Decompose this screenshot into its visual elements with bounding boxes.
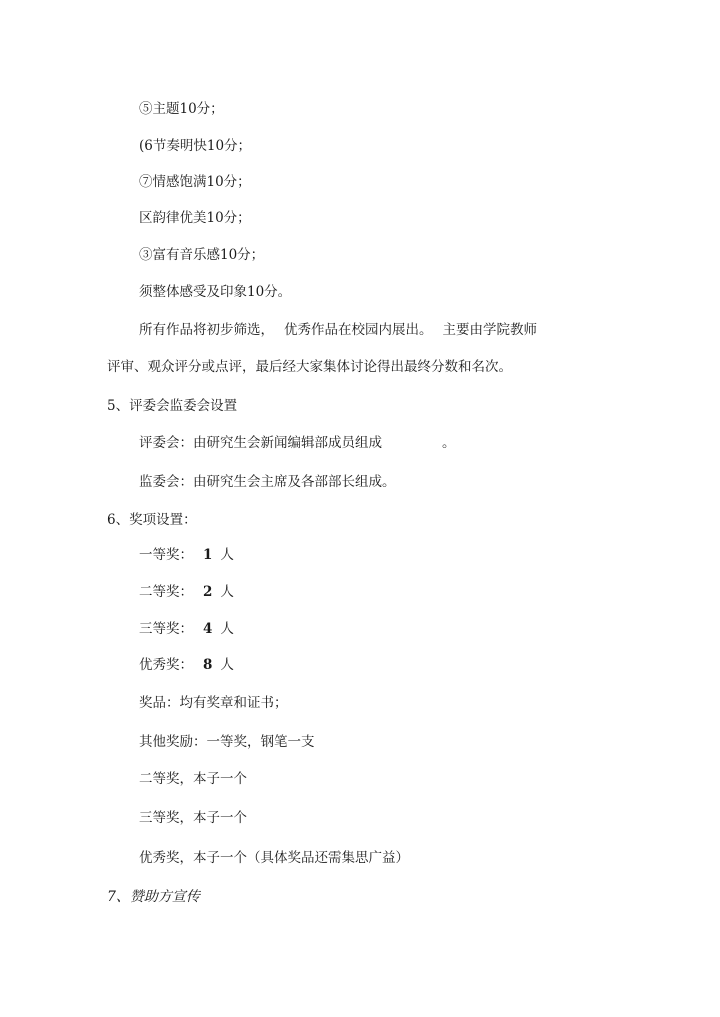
award-unit: 人 [220, 584, 234, 600]
award-unit: 人 [220, 621, 234, 637]
award-row-first [139, 546, 234, 564]
award-row-third [139, 620, 234, 638]
excellence-reward-line: 优秀奖，本子一个（具体奖品还需集思广益） [139, 850, 409, 866]
section-6-heading: 6、奖项设置： [107, 512, 197, 528]
award-label: 一等奖： [139, 547, 193, 563]
judges-end-mark: 。 [442, 435, 456, 451]
award-label: 二等奖： [139, 584, 193, 600]
award-count: 2 [203, 584, 213, 600]
scoring-item-overall: 须整体感受及印象10分。 [139, 284, 292, 300]
award-unit: 人 [220, 657, 234, 673]
paragraph-line-1 [139, 321, 537, 339]
paragraph-line-2: 评审、观众评分或点评，最后经大家集体讨论得出最终分数和名次。 [107, 359, 512, 375]
scoring-item-emotion: ⑦情感饱满10分； [139, 174, 251, 190]
paragraph-line-1-part-c: 主要由学院教师 [442, 322, 537, 338]
award-count: 4 [203, 621, 213, 637]
supervisors-line: 监委会：由研究生会主席及各部部长组成。 [139, 474, 396, 490]
scoring-item-musicality: ③富有音乐感10分； [139, 247, 265, 263]
award-row-second [139, 583, 234, 601]
third-reward-line: 三等奖，本子一个 [139, 810, 247, 826]
scoring-item-rhythm: (6节奏明快10分； [139, 138, 252, 154]
award-label: 三等奖： [139, 621, 193, 637]
award-count: 1 [203, 547, 213, 563]
judges-text: 评委会：由研究生会新闻编辑部成员组成 [139, 435, 382, 451]
prize-line: 奖品：均有奖章和证书； [139, 695, 288, 711]
scoring-item-cadence: 区韵律优美10分； [139, 210, 251, 226]
judges-line [139, 434, 456, 452]
paragraph-line-1-part-a: 所有作品将初步筛选， [139, 322, 274, 338]
scoring-item-theme: ⑤主题10分； [139, 101, 224, 117]
award-count: 8 [203, 657, 213, 673]
second-reward-line: 二等奖，本子一个 [139, 771, 247, 787]
award-unit: 人 [220, 547, 234, 563]
award-label: 优秀奖： [139, 657, 193, 673]
award-row-excellence [139, 656, 234, 674]
other-rewards-line: 其他奖励：一等奖，钢笔一支 [139, 734, 315, 750]
section-7-heading: 7、赞助方宣传 [107, 889, 200, 905]
section-5-heading: 5、评委会监委会设置 [107, 398, 238, 414]
paragraph-line-1-part-b: 优秀作品在校园内展出。 [284, 322, 433, 338]
